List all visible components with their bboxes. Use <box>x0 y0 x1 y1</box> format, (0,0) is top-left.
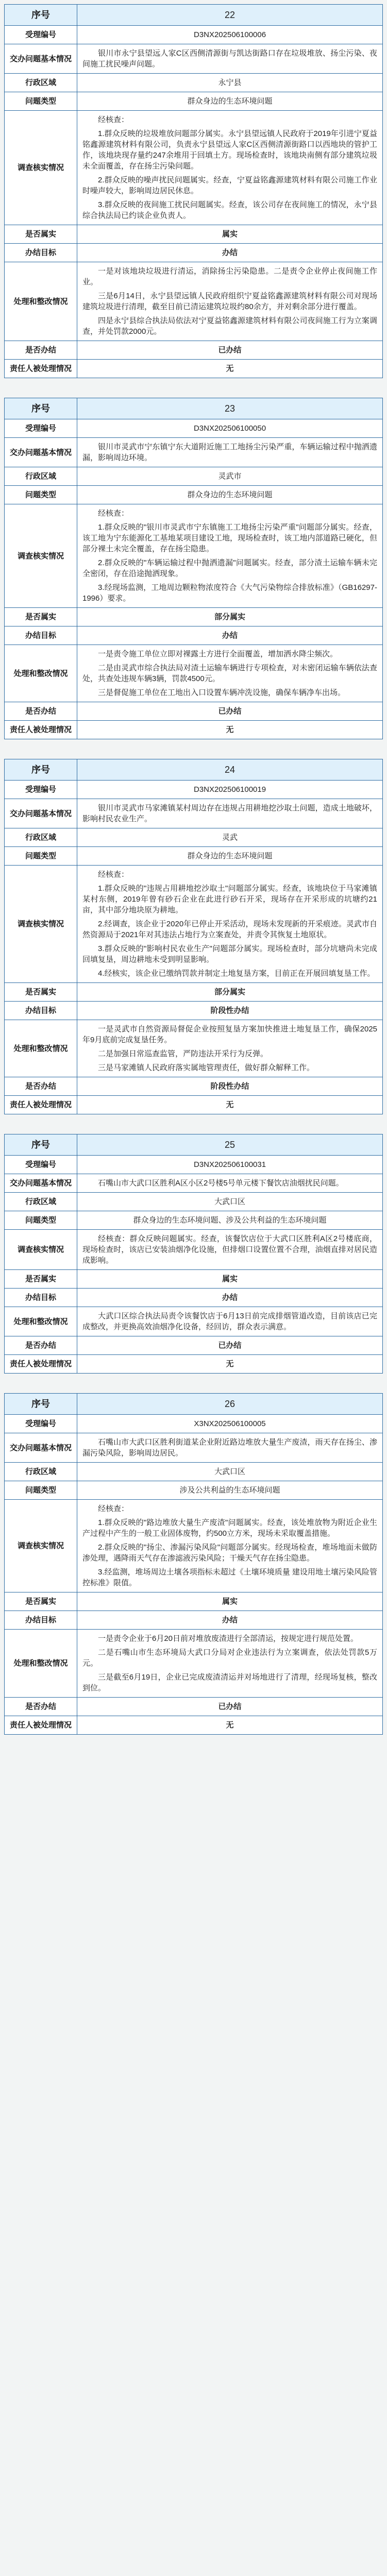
table-row <box>5 1230 383 1270</box>
handling-result: 办结 <box>77 1611 383 1630</box>
field-label: 序号 <box>5 5 77 26</box>
field-label: 调查核实情况 <box>5 1230 77 1270</box>
table-row <box>5 1433 383 1463</box>
verified-status: 属实 <box>77 1592 383 1611</box>
table-row <box>5 1698 383 1716</box>
table-row <box>5 828 383 847</box>
case-table <box>4 759 383 1114</box>
survey-paragraph: 1.群众反映的"银川市灵武市宁东镇施工工地扬尘污染严重"问题部分属实。经查，该工地为宁东能源化工基地某项目建设工地，现场检查时，该工地内部道路已硬化，但部分裸土未完全覆盖，存在扬尘隐患。 <box>82 523 377 553</box>
table-row <box>5 1481 383 1500</box>
table-row <box>5 608 383 626</box>
rectification-paragraph: 二是由灵武市综合执法局对渣土运输车辆进行专项检查，对未密闭运输车辆依法查处，共查处违规车辆3辆，罚款4500元。 <box>82 664 377 683</box>
reception-number: D3NX202506100031 <box>77 1156 383 1174</box>
table-row <box>5 1394 383 1415</box>
table-row <box>5 1096 383 1114</box>
field-label: 处理和整改情况 <box>5 1020 77 1077</box>
table-row <box>5 74 383 92</box>
rectification-paragraph: 二是加强日常巡查监管，严防违法开采行为反弹。 <box>98 1049 268 1058</box>
problem-type: 群众身边的生态环境问题 <box>77 847 383 866</box>
handling-result: 办结 <box>77 244 383 262</box>
survey-paragraph: 经核查： <box>98 509 129 518</box>
field-label: 是否属实 <box>5 1270 77 1289</box>
field-label: 是否办结 <box>5 702 77 721</box>
table-row <box>5 799 383 828</box>
rectification-paragraph: 三是马家滩镇人民政府落实属地管理责任，做好群众解释工作。 <box>98 1063 315 1072</box>
survey-paragraph: 经核查： <box>98 1504 129 1513</box>
table-row <box>5 1156 383 1174</box>
field-label: 是否办结 <box>5 1336 77 1355</box>
table-row <box>5 1134 383 1156</box>
admin-region: 灵武市 <box>77 467 383 486</box>
field-label: 行政区域 <box>5 1463 77 1481</box>
survey-details <box>77 866 383 983</box>
rectification-paragraph: 四是永宁县综合执法局依法对宁夏益铭鑫源建筑材料有限公司夜间施工行为立案调查，并处罚款2000元。 <box>82 316 377 336</box>
table-row <box>5 1716 383 1735</box>
table-row <box>5 847 383 866</box>
closed-status: 已办结 <box>77 1336 383 1355</box>
admin-region: 灵武 <box>77 828 383 847</box>
survey-paragraph: 2.群众反映的"扬尘、渗漏污染风险"问题部分属实。经现场检查，堆场地面未做防渗处理，遇降雨天气存在渗滤液污染风险；干燥天气存在扬尘隐患。 <box>82 1543 377 1563</box>
problem-type: 涉及公共利益的生态环境问题 <box>77 1481 383 1500</box>
rectification-paragraph: 三是督促施工单位在工地出入口设置车辆冲洗设施，确保车辆净车出场。 <box>98 688 346 697</box>
field-label: 行政区域 <box>5 828 77 847</box>
table-row <box>5 398 383 419</box>
field-label: 交办问题基本情况 <box>5 1174 77 1193</box>
survey-details <box>77 1500 383 1592</box>
survey-paragraph: 1.群众反映的"违规占用耕地挖沙取土"问题部分属实。经查，该地块位于马家滩镇某村东侧，2019年曾有砂石企业在此进行砂石开采，现场存在开采形成的坑塘约21亩，其中部分地块原为耕地。 <box>82 884 377 914</box>
field-label: 行政区域 <box>5 1193 77 1211</box>
table-row <box>5 467 383 486</box>
field-label: 处理和整改情况 <box>5 262 77 341</box>
field-label: 问题类型 <box>5 92 77 111</box>
handling-result: 办结 <box>77 626 383 645</box>
survey-paragraph: 1.群众反映的垃圾堆放问题部分属实。永宁县望远镇人民政府于2019年引进宁夏益铭鑫源建筑材料有限公司，负责永宁县望远人家C区西侧清源街路口以西地块的管护工作，该地块现存量约247余堆用于回填土方。现场检查时，该地块南侧有部分建筑垃圾未全面覆盖，存在扬尘污染问题。 <box>82 129 377 171</box>
case-seq: 23 <box>77 398 383 419</box>
table-row <box>5 721 383 739</box>
table-row <box>5 1336 383 1355</box>
field-label: 行政区域 <box>5 74 77 92</box>
basic-info <box>77 1174 383 1193</box>
closed-status: 已办结 <box>77 341 383 360</box>
basic-info <box>77 44 383 74</box>
rectification-paragraph: 大武口区综合执法局责令该餐饮店于6月13日前完成排烟管道改造，目前该店已完成整改，并更换高效油烟净化设备，经回访，群众表示满意。 <box>82 1312 377 1331</box>
admin-region: 永宁县 <box>77 74 383 92</box>
table-row <box>5 92 383 111</box>
survey-paragraph: 3.群众反映的"影响村民农业生产"问题部分属实。现场检查时，部分坑塘尚未完成回填复垦，周边耕地未受到明显影响。 <box>82 944 377 964</box>
field-label: 问题类型 <box>5 1211 77 1230</box>
survey-paragraph: 3.群众反映的夜间施工扰民问题属实。经查，该公司存在夜间施工的情况，永宁县综合执法局已约谈企业负责人。 <box>82 200 377 220</box>
closed-status: 已办结 <box>77 702 383 721</box>
survey-paragraph: 经核查： <box>98 115 129 124</box>
table-row <box>5 262 383 341</box>
table-row <box>5 983 383 1002</box>
field-label: 办结目标 <box>5 244 77 262</box>
table-row <box>5 504 383 608</box>
admin-region: 大武口区 <box>77 1463 383 1481</box>
table-row <box>5 702 383 721</box>
table-row <box>5 360 383 378</box>
reception-number: X3NX202506100005 <box>77 1415 383 1433</box>
field-label: 受理编号 <box>5 1415 77 1433</box>
accountability: 无 <box>77 1716 383 1735</box>
table-row <box>5 26 383 44</box>
field-label: 交办问题基本情况 <box>5 1433 77 1463</box>
field-label: 行政区域 <box>5 467 77 486</box>
table-row <box>5 1463 383 1481</box>
field-label: 交办问题基本情况 <box>5 799 77 828</box>
field-label: 处理和整改情况 <box>5 645 77 702</box>
case-table <box>4 4 383 378</box>
closed-status: 阶段性办结 <box>77 1077 383 1096</box>
table-row <box>5 486 383 504</box>
field-label: 问题类型 <box>5 1481 77 1500</box>
field-label: 处理和整改情况 <box>5 1630 77 1698</box>
basic-info-text: 石嘴山市大武口区胜利街道某企业附近路边堆放大量生产废渣，雨天存在扬尘、渗漏污染风险，影响周边居民。 <box>82 1438 377 1458</box>
problem-type: 群众身边的生态环境问题 <box>77 486 383 504</box>
handling-result: 阶段性办结 <box>77 1002 383 1020</box>
field-label: 受理编号 <box>5 26 77 44</box>
survey-paragraph: 2.群众反映的"车辆运输过程中抛洒遗漏"问题属实。经查，部分渣土运输车辆未完全密闭，存在沿途抛洒现象。 <box>82 558 377 578</box>
accountability: 无 <box>77 360 383 378</box>
table-row <box>5 1630 383 1698</box>
survey-details <box>77 1230 383 1270</box>
table-row <box>5 419 383 438</box>
field-label: 受理编号 <box>5 781 77 799</box>
handling-result: 办结 <box>77 1289 383 1307</box>
field-label: 序号 <box>5 398 77 419</box>
accountability: 无 <box>77 721 383 739</box>
field-label: 受理编号 <box>5 419 77 438</box>
case-table <box>4 1393 383 1735</box>
case-table <box>4 1134 383 1374</box>
verified-status: 属实 <box>77 225 383 244</box>
verified-status: 部分属实 <box>77 983 383 1002</box>
field-label: 是否属实 <box>5 608 77 626</box>
field-label: 调查核实情况 <box>5 504 77 608</box>
survey-paragraph: 经核查： <box>98 870 129 879</box>
table-row <box>5 244 383 262</box>
table-row <box>5 5 383 26</box>
survey-paragraph: 3.经监测，堆场周边土壤各项指标未超过《土壤环境质量 建设用地土壤污染风险管控标准》限值。 <box>82 1568 377 1587</box>
survey-paragraph: 4.经核实，该企业已缴纳罚款并制定土地复垦方案，目前正在开展回填复垦工作。 <box>98 969 375 978</box>
table-row <box>5 1077 383 1096</box>
problem-type: 群众身边的生态环境问题、涉及公共利益的生态环境问题 <box>77 1211 383 1230</box>
table-row <box>5 1270 383 1289</box>
rectification-paragraph: 一是责令施工单位立即对裸露土方进行全面覆盖，增加洒水降尘频次。 <box>98 650 338 658</box>
field-label: 调查核实情况 <box>5 1500 77 1592</box>
table-row <box>5 438 383 467</box>
reception-number: D3NX202506100006 <box>77 26 383 44</box>
rectification-details <box>77 645 383 702</box>
field-label: 办结目标 <box>5 626 77 645</box>
table-row <box>5 111 383 225</box>
survey-paragraph: 3.经现场监测，工地周边颗粒物浓度符合《大气污染物综合排放标准》（GB16297-1996）要求。 <box>82 583 377 603</box>
survey-paragraph: 经核查：群众反映问题属实。经查，该餐饮店位于大武口区胜利A区2号楼底商，现场检查时，该店已安装油烟净化设施，但排烟口设置位置不合理，油烟直排对居民造成影响。 <box>82 1234 377 1265</box>
table-row <box>5 1500 383 1592</box>
accountability: 无 <box>77 1096 383 1114</box>
table-row <box>5 626 383 645</box>
basic-info-text: 石嘴山市大武口区胜利A区小区2号楼5号单元楼下餐饮店油烟扰民问题。 <box>98 1179 344 1188</box>
table-row <box>5 1307 383 1336</box>
table-row <box>5 866 383 983</box>
table-row <box>5 1002 383 1020</box>
table-row <box>5 645 383 702</box>
accountability: 无 <box>77 1355 383 1374</box>
rectification-paragraph: 三是截至6月19日，企业已完成废渣清运并对场地进行了清理，经现场复核，整改到位。 <box>82 1673 377 1692</box>
table-row <box>5 341 383 360</box>
field-label: 交办问题基本情况 <box>5 438 77 467</box>
table-row <box>5 1193 383 1211</box>
rectification-paragraph: 一是责令企业于6月20日前对堆放废渣进行全部清运，按规定进行规范处置。 <box>98 1634 359 1643</box>
case-seq: 25 <box>77 1134 383 1156</box>
table-row <box>5 781 383 799</box>
basic-info-text: 银川市永宁县望远人家C区西侧清源街与凯达街路口存在垃圾堆放、扬尘污染、夜间施工扰民噪声问题。 <box>82 49 377 69</box>
case-seq: 24 <box>77 759 383 781</box>
field-label: 是否办结 <box>5 341 77 360</box>
survey-details <box>77 111 383 225</box>
case-list <box>4 0 383 1735</box>
table-row <box>5 1355 383 1374</box>
table-row <box>5 1020 383 1077</box>
survey-paragraph: 1.群众反映的"路边堆放大量生产废渣"问题属实。经查，该处堆放物为附近企业生产过程中产生的一般工业固体废物，约500立方米，现场未采取覆盖措施。 <box>82 1518 377 1538</box>
basic-info-text: 银川市灵武市宁东镇宁东大道附近施工工地扬尘污染严重，车辆运输过程中抛洒遗漏，影响周边环境。 <box>82 443 377 462</box>
field-label: 是否属实 <box>5 1592 77 1611</box>
table-row <box>5 1611 383 1630</box>
table-row <box>5 1592 383 1611</box>
field-label: 问题类型 <box>5 486 77 504</box>
survey-details <box>77 504 383 608</box>
rectification-details <box>77 262 383 341</box>
field-label: 责任人被处理情况 <box>5 1355 77 1374</box>
field-label: 调查核实情况 <box>5 866 77 983</box>
verified-status: 部分属实 <box>77 608 383 626</box>
field-label: 责任人被处理情况 <box>5 721 77 739</box>
rectification-details <box>77 1630 383 1698</box>
table-row <box>5 1211 383 1230</box>
field-label: 办结目标 <box>5 1002 77 1020</box>
rectification-paragraph: 一是灵武市自然资源局督促企业按照复垦方案加快推进土地复垦工作，确保2025年9月底前完成复垦任务。 <box>82 1025 377 1044</box>
field-label: 办结目标 <box>5 1289 77 1307</box>
basic-info-text: 银川市灵武市马家滩镇某村周边存在违规占用耕地挖沙取土问题，造成土地破坏，影响村民农业生产。 <box>82 804 377 823</box>
rectification-paragraph: 一是对该地块垃圾进行清运，消除扬尘污染隐患。二是责令企业停止夜间施工作业。 <box>82 267 377 286</box>
table-row <box>5 1174 383 1193</box>
reception-number: D3NX202506100050 <box>77 419 383 438</box>
case-seq: 22 <box>77 5 383 26</box>
field-label: 办结目标 <box>5 1611 77 1630</box>
field-label: 调查核实情况 <box>5 111 77 225</box>
field-label: 是否办结 <box>5 1698 77 1716</box>
verified-status: 属实 <box>77 1270 383 1289</box>
field-label: 是否属实 <box>5 225 77 244</box>
field-label: 是否属实 <box>5 983 77 1002</box>
field-label: 问题类型 <box>5 847 77 866</box>
field-label: 序号 <box>5 759 77 781</box>
case-seq: 26 <box>77 1394 383 1415</box>
table-row <box>5 44 383 74</box>
basic-info <box>77 799 383 828</box>
field-label: 责任人被处理情况 <box>5 1096 77 1114</box>
rectification-paragraph: 二是石嘴山市生态环境局大武口分局对企业违法行为立案调查，依法处罚款5万元。 <box>82 1648 377 1668</box>
field-label: 处理和整改情况 <box>5 1307 77 1336</box>
field-label: 是否办结 <box>5 1077 77 1096</box>
survey-paragraph: 2.群众反映的噪声扰民问题属实。经查，宁夏益铭鑫源建筑材料有限公司施工作业时噪声较大，影响周边居民休息。 <box>82 176 377 195</box>
field-label: 受理编号 <box>5 1156 77 1174</box>
rectification-details <box>77 1020 383 1077</box>
survey-paragraph: 2.经调查，该企业于2020年已停止开采活动，现场未发现新的开采痕迹。灵武市自然资源局于2021年对其违法占地行为立案查处，并责令其恢复土地原状。 <box>82 920 377 939</box>
case-table <box>4 398 383 739</box>
basic-info <box>77 438 383 467</box>
table-row <box>5 1415 383 1433</box>
table-row <box>5 1289 383 1307</box>
field-label: 序号 <box>5 1134 77 1156</box>
admin-region: 大武口区 <box>77 1193 383 1211</box>
field-label: 责任人被处理情况 <box>5 1716 77 1735</box>
table-row <box>5 759 383 781</box>
rectification-details <box>77 1307 383 1336</box>
problem-type: 群众身边的生态环境问题 <box>77 92 383 111</box>
reception-number: D3NX202506100019 <box>77 781 383 799</box>
closed-status: 已办结 <box>77 1698 383 1716</box>
field-label: 交办问题基本情况 <box>5 44 77 74</box>
field-label: 责任人被处理情况 <box>5 360 77 378</box>
rectification-paragraph: 三是6月14日，永宁县望远镇人民政府组织宁夏益铭鑫源建筑材料有限公司对现场建筑垃圾进行清理，截至目前已清运建筑垃圾约80余方，并对剩余部分进行覆盖。 <box>82 292 377 311</box>
table-row <box>5 225 383 244</box>
basic-info <box>77 1433 383 1463</box>
field-label: 序号 <box>5 1394 77 1415</box>
